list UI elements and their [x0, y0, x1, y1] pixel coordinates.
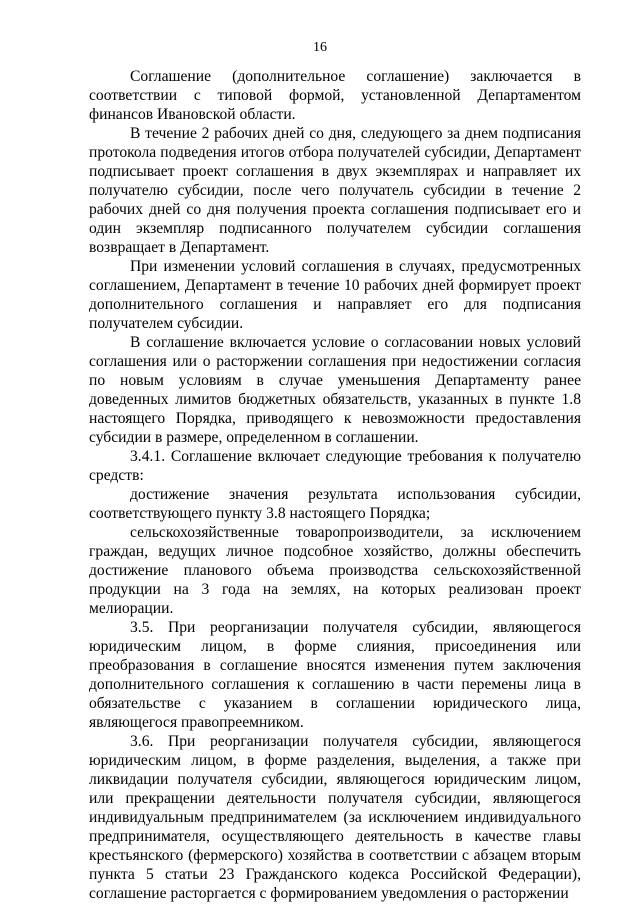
paragraph-result-requirement: достижение значения результата использования субсидии, соответствующего пункту 3.8 настоящего Порядка;	[89, 486, 581, 522]
paragraph-signing-procedure: В течение 2 рабочих дней со дня, следующего за днем подписания протокола подведения итогов отбора получателей субсидии, Департамент подписывает проект соглашения в двух экземплярах и направляет их получателю субсидии, после чего получатель субсидии в течение 2 рабочих дней со дня получения проекта соглашения подписывает его и один экземпляр подписанного получателем субсидии соглашения возвращает в Департамент.	[89, 125, 581, 256]
paragraph-3-5: 3.5. При реорганизации получателя субсидии, являющегося юридическим лицом, в форме слияния, присоединения или преобразования в соглашение вносятся изменения путем заключения дополнительного соглашения к соглашению в части перемены лица в обязательстве с указанием в соглашении юридического лица, являющегося правопреемником.	[89, 619, 581, 731]
paragraph-conditions-change: При изменении условий соглашения в случаях, предусмотренных соглашением, Департамент в течение 10 рабочих дней формирует проект дополнительного соглашения и направляет его для подписания получателем субсидии.	[89, 258, 581, 332]
paragraph-agreement-form: Соглашение (дополнительное соглашение) заключается в соответствии с типовой формой, установленной Департаментом финансов Ивановской области.	[89, 68, 581, 123]
page-number: 16	[313, 40, 327, 55]
paragraph-3-4-1: 3.4.1. Соглашение включает следующие требования к получателю средств:	[89, 448, 581, 484]
paragraph-producers-requirement: сельскохозяйственные товаропроизводители, за исключением граждан, ведущих личное подсобное хозяйство, должны обеспечить достижение планового объема производства сельскохозяйственной продукции на 3 года на землях, на которых реализован проект мелиорации.	[89, 524, 581, 617]
paragraph-3-6: 3.6. При реорганизации получателя субсидии, являющегося юридическим лицом, в форме разделения, выделения, а также при ликвидации получателя субсидии, являющегося юридическим лицом, или прекращении деятельности получателя субсидии, являющегося индивидуальным предпринимателем (за исключением индивидуального предпринимателя, осуществляющего деятельность в качестве главы крестьянского (фермерского) хозяйства в соответствии с абзацем вторым пункта 5 статьи 23 Гражданского кодекса Российской Федерации), соглашение расторгается с формированием уведомления о расторжении	[89, 733, 581, 902]
document-body	[89, 67, 581, 903]
paragraph-limits-reduction: В соглашение включается условие о согласовании новых условий соглашения или о расторжении соглашения при недостижении согласия по новым условиям в случае уменьшения Департаменту ранее доведенных лимитов бюджетных обязательств, указанных в пункте 1.8 настоящего Порядка, приводящего к невозможности предоставления субсидии в размере, определенном в соглашении.	[89, 334, 581, 446]
